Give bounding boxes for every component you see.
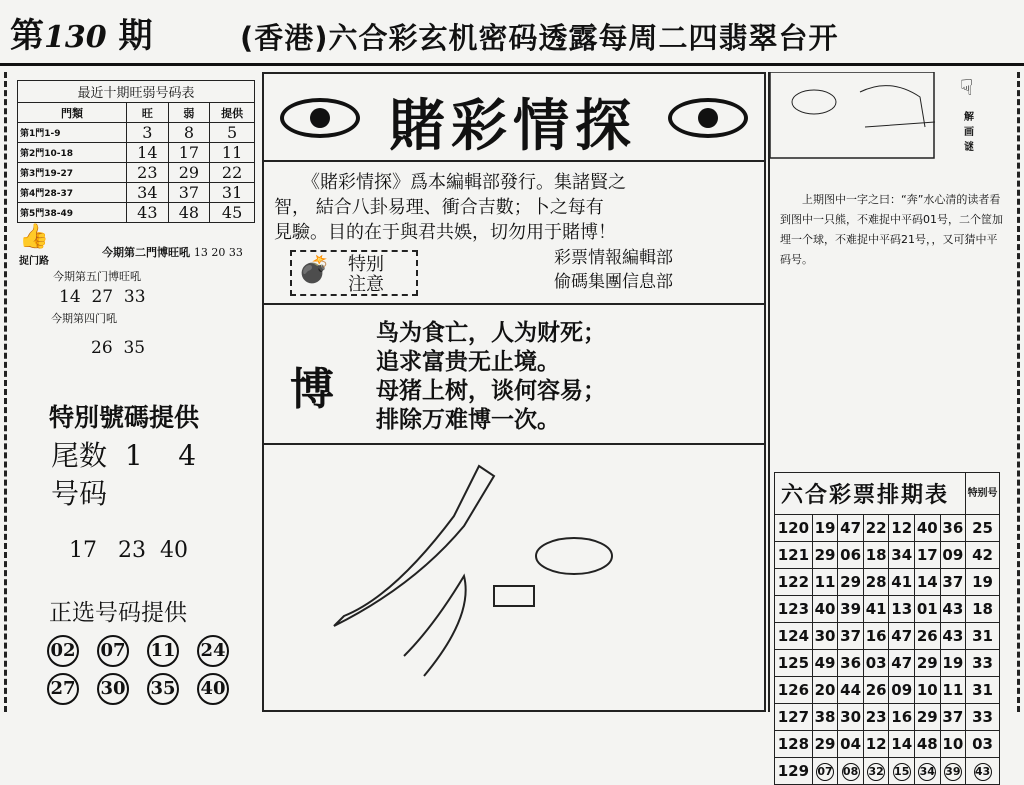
door5-label: 今期第五门博旺吼 [53, 270, 141, 283]
schedule-cell: 11 [940, 677, 966, 704]
table-title: 最近十期旺弱号码表 [18, 81, 255, 103]
schedule-cell [812, 758, 838, 785]
left-column [4, 72, 260, 712]
schedule-title: 六合彩票排期表 [775, 473, 966, 515]
schedule-cell: 44 [838, 677, 864, 704]
schedule-cell: 19 [940, 650, 966, 677]
schedule-cell: 43 [940, 623, 966, 650]
schedule-cell: 40 [812, 596, 838, 623]
poem-char: 博 [290, 364, 334, 415]
schedule-cell: 48 [914, 731, 940, 758]
schedule-cell: 10 [914, 677, 940, 704]
schedule-row [775, 569, 1000, 596]
issue-cell: 127 [775, 704, 813, 731]
schedule-cell: 10 [940, 731, 966, 758]
riddle-text: 上期图中一字之曰：“奔”水心清的读者看到图中一只熊，不难捉中平码01号，二个筐加埋一个球，不难捉中平码21号，，又可猜中平码号。 [780, 193, 1003, 266]
schedule-row [775, 623, 1000, 650]
schedule-cell: 12 [889, 515, 915, 542]
schedule-cell: 31 [966, 623, 1000, 650]
cell-value: 29 [168, 163, 210, 183]
drawn-number-circle: 15 [893, 763, 911, 781]
departments: 彩票情報編輯部 偷碼集團信息部 [554, 248, 673, 292]
drawn-number-circle: 32 [867, 763, 885, 781]
column-header: 提供 [210, 103, 255, 123]
riddle-label: 解画谜 [964, 112, 974, 153]
table-row [18, 163, 255, 183]
cell-value: 45 [210, 203, 255, 223]
schedule-cell: 47 [838, 515, 864, 542]
issue-cell: 126 [775, 677, 813, 704]
door4-numbers: 26 35 [91, 338, 146, 358]
door-label: 第4門28-37 [18, 183, 127, 203]
schedule-cell: 16 [863, 623, 889, 650]
schedule-cell: 18 [966, 596, 1000, 623]
cell-value: 11 [210, 143, 255, 163]
schedule-cell: 30 [812, 623, 838, 650]
schedule-cell: 29 [812, 542, 838, 569]
number-label: 号码 [51, 477, 108, 510]
schedule-cell: 25 [966, 515, 1000, 542]
middle-column [262, 72, 766, 712]
cell-value: 3 [127, 123, 169, 143]
schedule-cell: 16 [889, 704, 915, 731]
drawn-number-circle: 39 [944, 763, 962, 781]
issue-cell: 125 [775, 650, 813, 677]
cell-value: 5 [210, 123, 255, 143]
schedule-cell: 29 [914, 704, 940, 731]
eye-icon [280, 98, 360, 138]
pick-title: 正选号码提供 [49, 600, 187, 626]
schedule-cell: 09 [889, 677, 915, 704]
column-header: 門類 [18, 103, 127, 123]
schedule-cell: 19 [812, 515, 838, 542]
issue-cell: 128 [775, 731, 813, 758]
pick-number-circle: 11 [147, 635, 179, 667]
schedule-cell: 14 [889, 731, 915, 758]
schedule-cell: 14 [914, 569, 940, 596]
pick-number-circle: 02 [47, 635, 79, 667]
schedule-cell: 26 [914, 623, 940, 650]
pointing-hand-icon: ☟ [960, 76, 974, 101]
cell-value: 37 [168, 183, 210, 203]
schedule-row [775, 596, 1000, 623]
door4-label: 今期第四门吼 [51, 312, 117, 325]
schedule-cell: 49 [812, 650, 838, 677]
schedule-cell: 29 [812, 731, 838, 758]
table-row [18, 123, 255, 143]
schedule-cell: 39 [838, 596, 864, 623]
hot-cold-table [17, 80, 255, 223]
headline: (香港)六合彩玄机密码透露每周二四翡翠台开 [240, 21, 839, 55]
schedule-row [775, 731, 1000, 758]
schedule-cell: 30 [838, 704, 864, 731]
schedule-cell: 33 [966, 704, 1000, 731]
pick-number-circle: 35 [147, 673, 179, 705]
schedule-cell: 01 [914, 596, 940, 623]
header [0, 0, 1024, 66]
schedule-cell: 31 [966, 677, 1000, 704]
poem: 鸟为食亡，人为财死； 追求富贵无止境。 母猪上树，谈何容易； 排除万难博一次。 [376, 320, 606, 433]
schedule-cell: 13 [889, 596, 915, 623]
bomb-icon: 💣 [298, 255, 331, 285]
tail-row: 尾数 1 4 [51, 439, 197, 472]
schedule-row [775, 677, 1000, 704]
special-header: 特别号 [966, 473, 1000, 515]
riddle-picture [770, 72, 936, 160]
schedule-cell: 03 [966, 731, 1000, 758]
right-column [768, 72, 1020, 780]
schedule-cell [863, 758, 889, 785]
schedule-row [775, 515, 1000, 542]
drawn-number-circle: 43 [974, 763, 992, 781]
issue-cell: 129 [775, 758, 813, 785]
pick-number-circle: 24 [197, 635, 229, 667]
schedule-row [775, 650, 1000, 677]
issue-cell: 122 [775, 569, 813, 596]
cell-value: 8 [168, 123, 210, 143]
door-label: 第1門1-9 [18, 123, 127, 143]
schedule-cell: 40 [914, 515, 940, 542]
cell-value: 48 [168, 203, 210, 223]
door-label: 第2門10-18 [18, 143, 127, 163]
issue-cell: 121 [775, 542, 813, 569]
thumbs-up-icon: 👍 [19, 222, 49, 250]
schedule-cell: 06 [838, 542, 864, 569]
cell-value: 31 [210, 183, 255, 203]
cell-value: 17 [168, 143, 210, 163]
schedule-cell: 36 [838, 650, 864, 677]
number-values: 17 23 40 [69, 538, 188, 563]
schedule-cell: 33 [966, 650, 1000, 677]
issue-cell: 120 [775, 515, 813, 542]
pick-number-circle: 27 [47, 673, 79, 705]
pick-number-circle: 30 [97, 673, 129, 705]
schedule-cell: 03 [863, 650, 889, 677]
schedule-cell: 09 [940, 542, 966, 569]
door-label: 第3門19-27 [18, 163, 127, 183]
table-row [18, 183, 255, 203]
tip-label: 捉门路 [19, 256, 49, 267]
schedule-cell: 26 [863, 677, 889, 704]
door5-numbers: 14 27 33 [59, 287, 146, 307]
door-label: 第5門38-49 [18, 203, 127, 223]
schedule-cell: 47 [889, 623, 915, 650]
schedule-cell: 36 [940, 515, 966, 542]
door2-label: 今期第二門博旺吼 13 20 33 [102, 246, 243, 259]
cell-value: 34 [127, 183, 169, 203]
schedule-cell: 43 [940, 596, 966, 623]
schedule-cell: 37 [940, 704, 966, 731]
schedule-cell [889, 758, 915, 785]
cell-value: 22 [210, 163, 255, 183]
issue-number: 第130 期 [10, 16, 153, 56]
pick-number-circle: 07 [97, 635, 129, 667]
schedule-cell: 20 [812, 677, 838, 704]
schedule-cell: 29 [838, 569, 864, 596]
issue-cell: 123 [775, 596, 813, 623]
schedule-cell: 22 [863, 515, 889, 542]
pick-number-circle: 40 [197, 673, 229, 705]
eye-icon [668, 98, 748, 138]
drawn-number-circle: 07 [816, 763, 834, 781]
schedule-cell [838, 758, 864, 785]
schedule-cell [914, 758, 940, 785]
special-title: 特別號碼提供 [49, 403, 200, 432]
cell-value: 14 [127, 143, 169, 163]
schedule-row [775, 542, 1000, 569]
schedule-cell: 28 [863, 569, 889, 596]
pick-numbers [47, 632, 267, 708]
schedule-cell: 41 [889, 569, 915, 596]
schedule-cell: 12 [863, 731, 889, 758]
schedule-cell: 18 [863, 542, 889, 569]
illustration-pig-tree [264, 446, 764, 708]
schedule-cell: 04 [838, 731, 864, 758]
schedule-cell: 17 [914, 542, 940, 569]
issue-cell: 124 [775, 623, 813, 650]
table-row [18, 203, 255, 223]
drawn-number-circle: 08 [842, 763, 860, 781]
column-header: 弱 [168, 103, 210, 123]
schedule-cell: 29 [914, 650, 940, 677]
schedule-cell: 37 [838, 623, 864, 650]
schedule-cell: 19 [966, 569, 1000, 596]
schedule-cell: 37 [940, 569, 966, 596]
schedule-row [775, 758, 1000, 785]
drawn-number-circle: 34 [918, 763, 936, 781]
intro-text: 《賭彩情探》爲本編輯部發行。集諸賢之 智， 結合八卦易理、衝合吉數；卜之每有 見驗。目的在于與君共娛，切勿用于賭博！ [274, 172, 626, 243]
page-title: 賭彩情探 [389, 94, 637, 159]
schedule-cell [940, 758, 966, 785]
schedule-cell: 42 [966, 542, 1000, 569]
cell-value: 23 [127, 163, 169, 183]
schedule-cell [966, 758, 1000, 785]
schedule-cell: 41 [863, 596, 889, 623]
title-box [264, 74, 764, 162]
schedule-cell: 34 [889, 542, 915, 569]
schedule-cell: 38 [812, 704, 838, 731]
schedule-table [774, 472, 1000, 785]
schedule-row [775, 704, 1000, 731]
notice-box: 💣 特别注意 [290, 250, 418, 296]
table-row [18, 143, 255, 163]
cell-value: 43 [127, 203, 169, 223]
poem-box [264, 303, 764, 445]
column-header: 旺 [127, 103, 169, 123]
schedule-cell: 47 [889, 650, 915, 677]
schedule-cell: 11 [812, 569, 838, 596]
schedule-cell: 23 [863, 704, 889, 731]
